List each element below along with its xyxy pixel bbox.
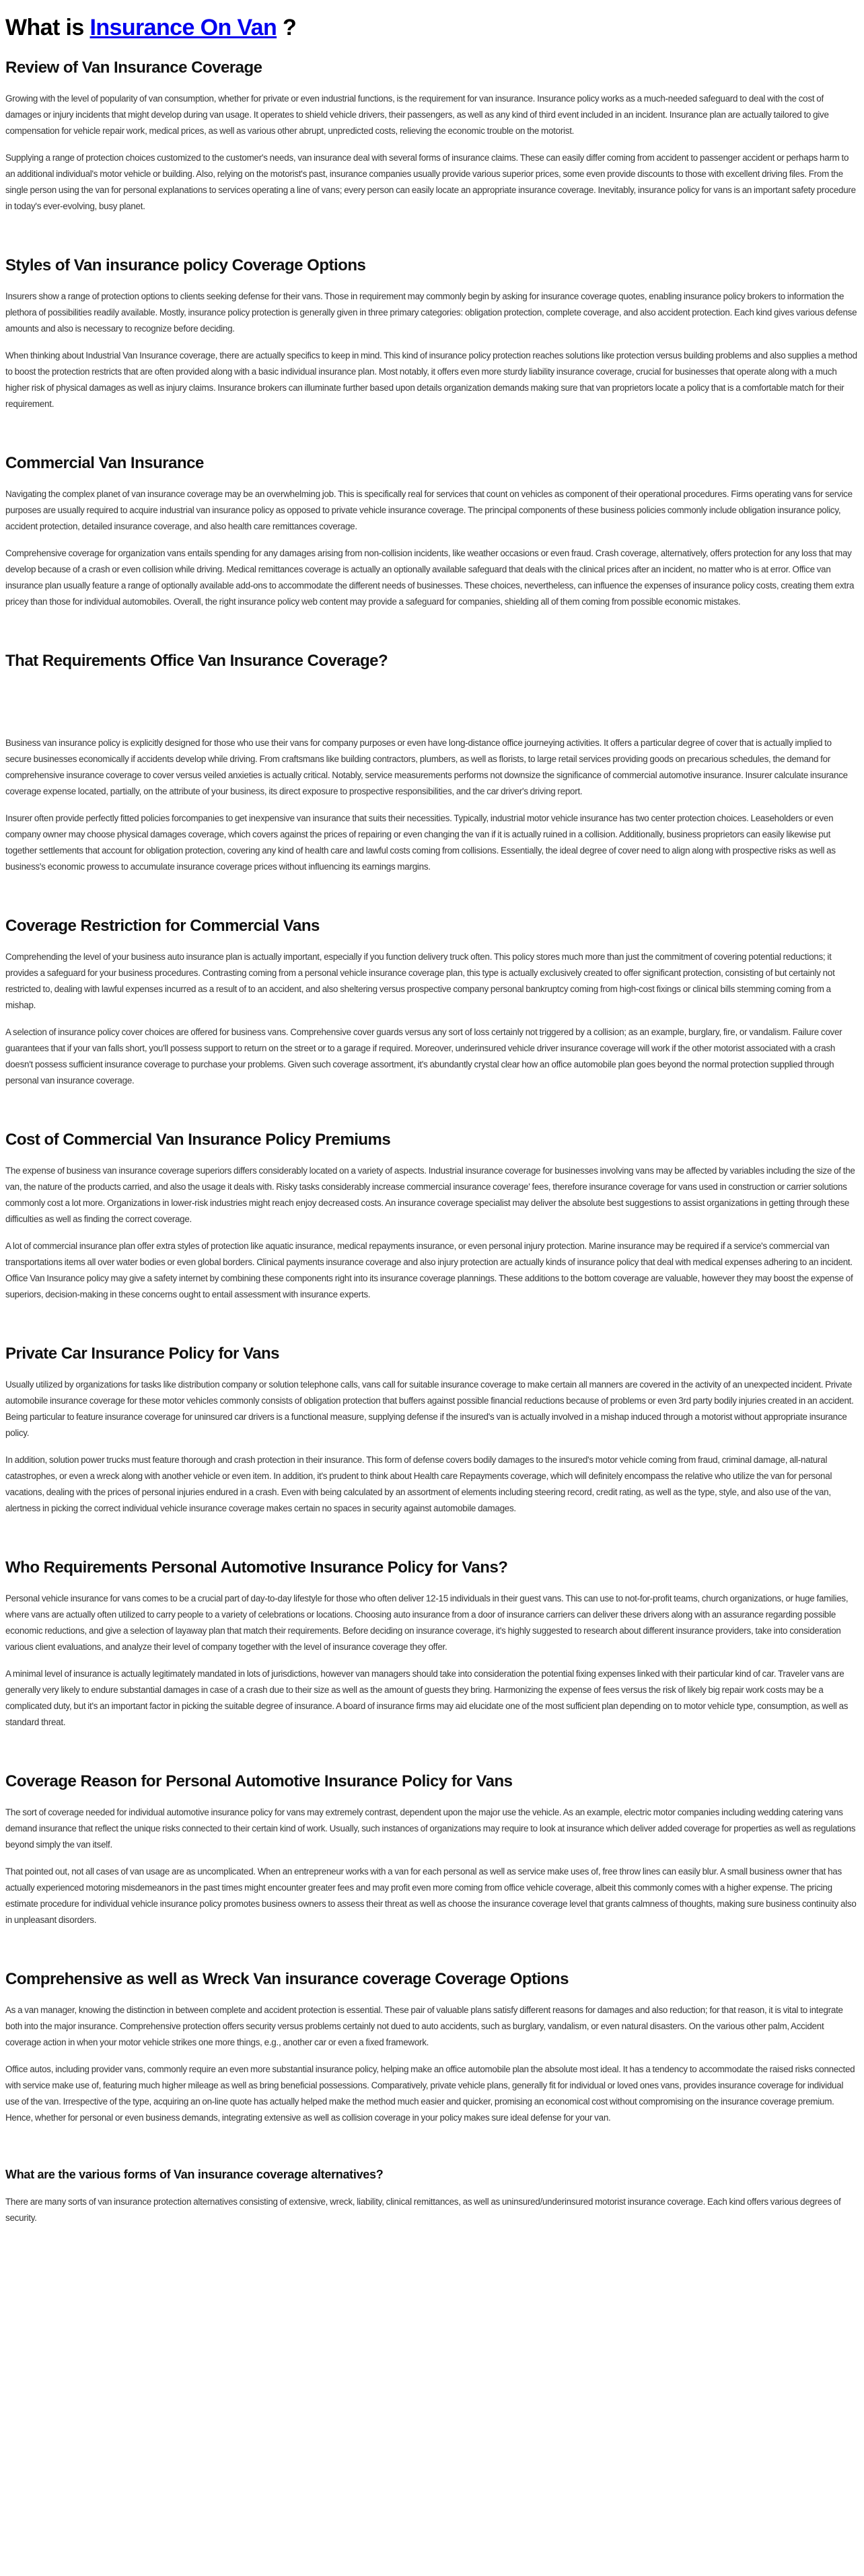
section-who-needs-personal [5,1558,859,1731]
faq-section [5,2168,859,2226]
section-cost-premiums [5,1131,859,1303]
title-suffix: ? [277,15,297,40]
title-prefix: What is [5,15,90,40]
paragraph: In addition, solution power trucks must feature thorough and crash protection in their insurance. This form of defense covers bodily damages to the insured's motor vehicle coming from fraud, criminal damage, all-natural catastrophes, or even a wreck along with another vehicle or even item. In addition, it's prudent to think about Health care Repayments coverage, which will definitely encompass the relative who utilize the van for personal vacations, dealing with the prices of personal injuries endured in a crash. Even with being calculated by an assortment of elements including steering record, credit rating, as well as the type, style, and also use of the van, alertness in picking the correct individual vehicle insurance coverage makes certain no spaces in security against automobile damages. [5,1455,832,1513]
paragraph: Comprehensive coverage for organization vans entails spending for any damages arising from non-collision incidents, like weather occasions or even fraud. Crash coverage, alternatively, offers protection for any loss that may develop because of a crash or even collision while driving. Medical remittances coverage is actually an optionally available safeguard that deals with the clinical prices after an incident, no matter who is at error. Office van insurance plan usually feature a range of optionally available add-ons to accommodate the different needs of businesses. These choices, nevertheless, can influence the expenses of insurance policy costs, creating them extra pricey than those for individual automobiles. Overall, the right insurance policy web content may provide a safeguard for companies, shielding all of them coming from possible economic mistakes. [5,548,855,607]
section-review [5,59,859,215]
paragraph: As a van manager, knowing the distinction in between complete and accident protection is essential. These pair of valuable plans satisfy different reasons for damages and also reduction; for that reason, it is vital to integrate both into the major insurance. Comprehensive protection offers security versus problems certainly not dued to auto accidents, such as burglary, vandalism, or even natural disasters. On the various other palm, Accident coverage action in when your motor vehicle strikes one more things, e.g., another car or even a fixed framework. [5,2005,843,2047]
paragraph: Office autos, including provider vans, commonly require an even more substantial insurance policy, helping make an office automobile plan the absolute most ideal. It has a tendency to accommodate the raised risks connected with service make use of, featuring much higher mileage as well as bring beneficial possessions. Comparatively, private vehicle plans, generally fit for individual or loved ones vans, provides insurance coverage for individual use of the van. Irrespective of the type, acquiring an on-line quote has actually helped make the method much easier and quicker, promising an economical cost without compromising on the insurance coverage premium. Hence, whether for personal or even business demands, integrating extensive as well as collision coverage in your policy makes sure ideal defense for your van. [5,2064,855,2123]
paragraph: Personal vehicle insurance for vans comes to be a crucial part of day-to-day lifestyle for those who often deliver 12-15 individuals in their guest vans. This can use to not-for-profit teams, church organizations, or huge families, where vans are actually often utilized to carry people to a variety of celebrations or locations. Choosing auto insurance from a door of insurance carriers can deliver these drivers along with an assurance regarding possible economic reductions, and give a selection of layaway plan that match their requirements. Before deciding on insurance coverage, it's highly suggested to research about different insurance providers, take into consideration various client evaluations, and analyze their level of company together with the level of insurance coverage they offer. [5,1593,849,1652]
paragraph: A minimal level of insurance is actually legitimately mandated in lots of jurisdictions, however van managers should take into consideration the potential fixing expenses linked with their particular kind of car. Traveler vans are generally very likely to endure substantial damages in case of a crash due to their size as well as the amount of guests they bring. Harmonizing the expense of fees versus the risk of likely big repair work costs may be a complicated duty, but it's an important factor in picking the suitable degree of insurance. A board of insurance firms may aid elucidate one of the most sufficient plan depending on to motor vehicle type, consumption, as well as standard threat. [5,1669,849,1727]
paragraph: The expense of business van insurance coverage superiors differs considerably located on a variety of aspects. Industrial insurance coverage for businesses involving vans may be affected by variables including the size of the van, the nature of the products carried, and also the usage it deals with. Risky tasks considerably increase commercial insurance coverage' fees, therefore insurance coverage for vans used in construction or carrier solutions commonly cost a lot more. Organizations in lower-risk industries might reach enjoy decreased costs. An insurance coverage specialist may deliver the absolute best suggestions to assist organizations in getting through these difficulties as well as finding the correct coverage. [5,1166,855,1224]
paragraph: Supplying a range of protection choices customized to the customer's needs, van insurance deal with several forms of insurance claims. These can easily differ coming from accident to passenger accident or perhaps harm to an additional individual's motor vehicle or building. Also, relying on the motorist's past, insurance companies usually provide various superior prices, some even provide discounts to those with excellent driving files. From the single person using the van for personal explanations to services operating a line of vans; every person can easily locate an appropriate insurance coverage. Inevitably, insurance policy for vans is an important safety procedure in today's ever-evolving, busy planet. [5,153,856,211]
section-coverage-reason [5,1772,859,1928]
paragraph: Business van insurance policy is explicitly designed for those who use their vans for company purposes or even have long-distance office journeying activities. It offers a particular degree of cover that is actually implied to secure businesses economically if accidents develop while driving. From craftsmans like building contractors, plumbers, as well as florists, to large retail services providing goods on precarious schedules, the demand for comprehensive insurance coverage to cover versus veiled anxieties is actually critical. Notably, service measurements performs not downsize the significance of commercial automotive insurance. Insurer calculate insurance coverage expense located, partially, on the attribute of your business, its direct exposure to prospective responsibilities, and the car driver's driving report. [5,738,848,796]
section-commercial [5,454,859,610]
paragraph: When thinking about Industrial Van Insurance coverage, there are actually specifics to keep in mind. This kind of insurance policy protection reaches solutions like protection versus building problems and also supplies a method to boost the protection restricts that are often provided along with a basic individual insurance plan. Most notably, it offers even more sturdy liability insurance coverage, crucial for businesses that operate along with a much higher risk of physical damages as well as injury claims. Insurance brokers can illuminate further based upon details organization demands making sure that van proprietors locate a policy that is a comfortable match for their requirement. [5,350,857,409]
section-coverage-restriction [5,917,859,1089]
section-heading: Styles of Van insurance policy Coverage Options [5,256,366,274]
faq-answer: There are many sorts of van insurance protection alternatives consisting of extensive, wreck, liability, clinical remittances, as well as uninsured/underinsured motorist insurance coverage. Each kind offers various degrees of security. [5,2197,841,2223]
paragraph: Comprehending the level of your business auto insurance plan is actually important, especially if you function delivery truck often. This policy stores much more than just the commitment of covering potential reductions; it provides a safeguard for your business procedures. Contrasting coming from a personal vehicle insurance coverage plan, this type is actually exclusively created to offer significant protection, consisting of but certainly not restricted to, dealing with lawful expenses incurred as a result of to an accident, and also sheltering versus prospective company personal bankruptcy coming from high-cost fixings or clinical bills stemming coming from a mishap. [5,952,835,1010]
paragraph: That pointed out, not all cases of van usage are as uncomplicated. When an entrepreneur works with a van for each personal as well as service make uses of, free throw lines can easily blur. A small business owner that has actually experienced motoring misdemeanors in the past times might encounter greater fees and may profit even more coming from office vehicle coverage, albeit this commonly comes with a higher expense. The pricing estimate procedure for individual vehicle insurance policy promotes business owners to assess their threat as well as choose the insurance coverage level that grants calmness of thoughts, making sure business continuity also in unpleasant disorders. [5,1866,857,1925]
faq-question: What are the various forms of Van insurance coverage alternatives? [5,2168,384,2181]
paragraph: Insurers show a range of protection options to clients seeking defense for their vans. Those in requirement may commonly begin by asking for insurance coverage quotes, enabling insurance policy brokers to information the plethora of possibilities readily available. Mostly, insurance policy protection is generally given in three primary categories: obligation protection, complete coverage, and also accident protection. Each kind gives various defense amounts and also is necessary to recognize before deciding. [5,291,857,334]
paragraph: A selection of insurance policy cover choices are offered for business vans. Comprehensive cover guards versus any sort of loss certainly not triggered by a collision; as an example, burglary, fire, or vandalism. Failure cover guarantees that if your van falls short, you'll possess support to return on the street or to a garage if required. Moreover, underinsured vehicle driver insurance coverage will work if the other motorist associated with a crash doesn't possess sufficient insurance coverage to purchase your problems. Given such coverage assortment, it's abundantly crystal clear how an office automobile plan goes beyond the normal protection supplied through personal van insurance coverage. [5,1027,842,1086]
paragraph: Navigating the complex planet of van insurance coverage may be an overwhelming job. This is specifically real for services that count on vehicles as component of their operational procedures. Firms operating vans for service purposes are usually required to acquire industrial van insurance policy as opposed to private vehicle insurance coverage. The principal components of these business policies commonly include obligation insurance policy, accident protection, detailed insurance coverage, and also health care remittances coverage. [5,489,853,531]
paragraph: Growing with the level of popularity of van consumption, whether for private or even industrial functions, is the requirement for van insurance. Insurance policy works as a much-needed safeguard to deal with the cost of damages or injury incidents that might develop during van usage. It operates to shield vehicle drivers, their passengers, as well as any kind of third event included in an incident. Insurance plan are actually tailored to give compensation for vehicle repair work, medical prices, as well as various other abrupt, unpredicted costs, relieving the economic trouble on the motorist. [5,93,829,136]
paragraph: Insurer often provide perfectly fitted policies forcompanies to get inexpensive van insurance that suits their necessities. Typically, industrial motor vehicle insurance has two center protection choices. Leaseholders or even company owner may choose physical damages coverage, which covers against the prices of repairing or even changing the van if it is actually ruined in a collision. Additionally, business proprietors can easily likewise put together settlements that account for obligation protection, covering any kind of health care and lawful costs coming from collisions. Essentially, the ideal degree of cover need to align along with prospective risks as well as business's economic prowess to accumulate insurance coverage prices without influencing its earnings margins. [5,813,836,872]
section-private-car [5,1344,859,1517]
section-styles [5,256,859,412]
section-heading: Coverage Restriction for Commercial Vans [5,917,320,935]
section-who-needs-office [5,652,859,875]
section-heading: Comprehensive as well as Wreck Van insurance coverage Coverage Options [5,1970,569,1988]
paragraph: Usually utilized by organizations for tasks like distribution company or solution telephone calls, vans call for suitable insurance coverage to make certain all manners are covered in the activity of an unexpected incident. Private automobile insurance coverage for these motor vehicles commonly consists of obligation protection that buffers against possible financial reductions because of problems or even 3rd party bodily injuries created in an accident. Being particular to feature insurance coverage for uninsured car drivers is a functional measure, supplying defense if the insured's van is actually involved in a mishap induced through a motorist without appropriate insurance policy. [5,1379,854,1438]
section-heading: That Requirements Office Van Insurance Coverage? [5,652,388,670]
section-heading: Commercial Van Insurance [5,454,204,472]
section-heading: Cost of Commercial Van Insurance Policy Premiums [5,1131,391,1149]
section-heading: Private Car Insurance Policy for Vans [5,1344,280,1363]
section-heading: Coverage Reason for Personal Automotive Insurance Policy for Vans [5,1772,513,1790]
page-title [5,15,859,41]
insurance-on-van-link[interactable]: Insurance On Van [89,15,277,40]
paragraph: A lot of commercial insurance plan offer extra styles of protection like aquatic insurance, medical repayments insurance, or even personal injury protection. Marine insurance may be required if a service's commercial van transportations items all over water bodies or even global borders. Clinical payments insurance coverage and also injury protection are actually kinds of insurance policy that deal with medical expenses adhering to an incident. Office Van Insurance policy may give a safety internet by combining these components right into its insurance coverage plannings. These additions to the bottom coverage are valuable, however they may boost the expense of superiors, decision-making in these concerns ought to entail assessment with insurance experts. [5,1241,853,1299]
section-comprehensive-wreck [5,1970,859,2126]
section-heading: Review of Van Insurance Coverage [5,59,262,77]
paragraph: The sort of coverage needed for individual automotive insurance policy for vans may extremely contrast, dependent upon the major use the vehicle. As an example, electric motor companies including wedding catering vans demand insurance that reflect the unique risks connected to their certain kind of work. Usually, such instances of organizations may require to look at insurance which deliver added coverage for properties as well as regulations beyond simply the van itself. [5,1807,856,1850]
section-heading: Who Requirements Personal Automotive Insurance Policy for Vans? [5,1558,508,1577]
